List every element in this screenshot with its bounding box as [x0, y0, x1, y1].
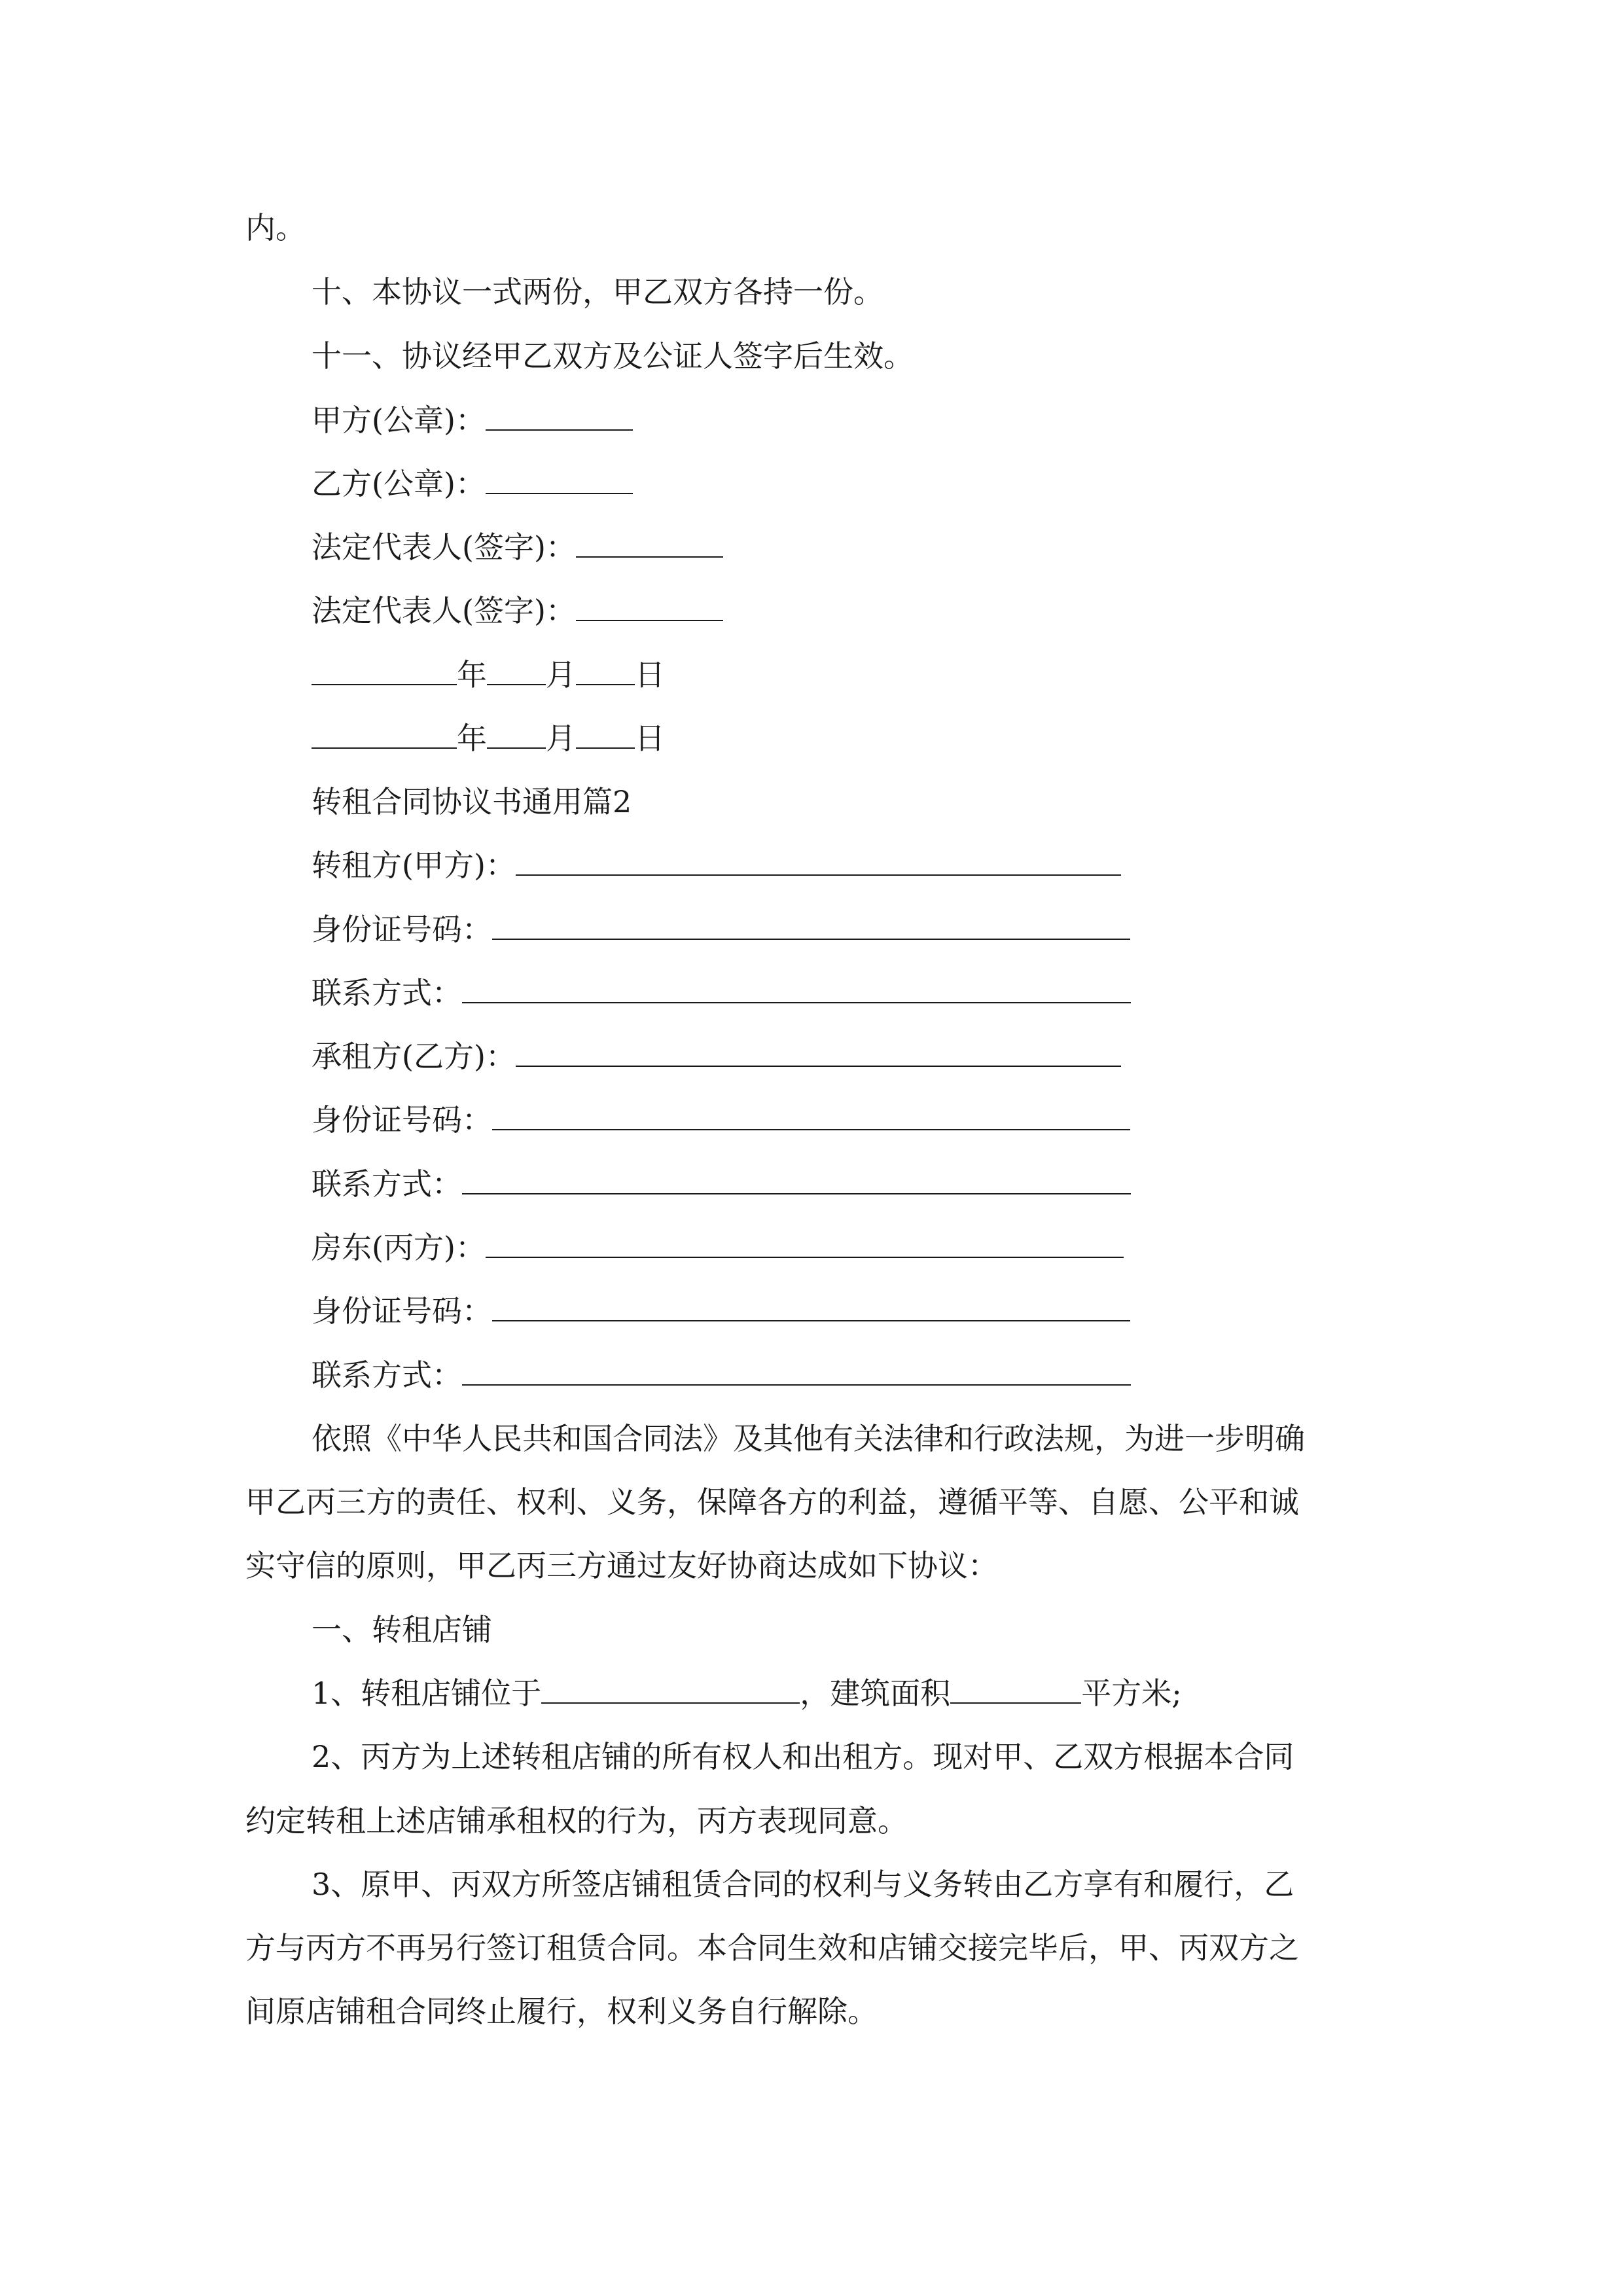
landlord-line — [312, 1228, 1124, 1267]
party-b-seal-label: 乙方(公章)： — [312, 466, 486, 501]
fill-blank — [486, 1230, 1124, 1258]
clause-three-line: 3、原甲、丙双方所签店铺租赁合同的权利与义务转由乙方享有和履行，乙 — [312, 1867, 1294, 1902]
clause-ten: 十、本协议一式两份，甲乙双方各持一份。 — [312, 274, 883, 310]
clause-one-text: 1、转租店铺位于 — [312, 1676, 542, 1711]
contact-line — [312, 973, 1131, 1013]
id-number-label: 身份证号码： — [312, 1102, 492, 1138]
section-title: 转租合同协议书通用篇2 — [312, 784, 632, 819]
clause-three-line: 间原店铺租合同终止履行，权利义务自行解除。 — [245, 1994, 878, 2029]
clause-one-text: 平方米; — [1081, 1676, 1182, 1711]
id-number-line — [312, 1291, 1130, 1331]
clause-one-text: ，建筑面积 — [800, 1676, 951, 1711]
date-line-1 — [312, 655, 665, 694]
id-number-label: 身份证号码： — [312, 912, 492, 947]
year-label: 年 — [457, 721, 487, 756]
clause-one — [312, 1674, 1182, 1713]
legal-rep-label: 法定代表人(签字)： — [312, 593, 576, 628]
day-blank — [576, 721, 635, 749]
year-blank — [312, 721, 457, 749]
fill-blank — [462, 976, 1131, 1003]
day-blank — [576, 658, 635, 685]
fill-blank — [492, 912, 1130, 940]
month-label: 月 — [546, 721, 576, 756]
legal-rep-line-2 — [312, 591, 723, 630]
lessee-label: 承租方(乙方)： — [312, 1039, 516, 1074]
signature-blank — [486, 467, 633, 494]
fill-blank — [492, 1103, 1130, 1130]
landlord-label: 房东(丙方)： — [312, 1230, 486, 1265]
preamble-line: 依照《中华人民共和国合同法》及其他有关法律和行政法规，为进一步明确 — [312, 1421, 1305, 1456]
year-label: 年 — [457, 657, 487, 692]
month-label: 月 — [546, 657, 576, 692]
fill-blank — [516, 848, 1121, 876]
date-line-2 — [312, 719, 665, 758]
sublessor-line — [312, 846, 1121, 885]
text-line: 内。 — [245, 210, 306, 245]
signature-blank — [576, 594, 723, 621]
signature-blank — [486, 403, 633, 431]
year-blank — [312, 658, 457, 685]
id-number-label: 身份证号码： — [312, 1293, 492, 1329]
clause-two-line: 约定转租上述店铺承租权的行为，丙方表现同意。 — [245, 1803, 908, 1839]
clause-two-line: 2、丙方为上述转租店铺的所有权人和出租方。现对甲、乙双方根据本合同 — [312, 1739, 1294, 1774]
party-a-seal-label: 甲方(公章)： — [312, 403, 486, 438]
article-title: 一、转租店铺 — [312, 1612, 492, 1647]
fill-blank — [492, 1294, 1130, 1321]
fill-blank — [462, 1358, 1131, 1386]
location-blank — [541, 1676, 800, 1704]
legal-rep-line-1 — [312, 528, 723, 567]
day-label: 日 — [635, 721, 665, 756]
contact-label: 联系方式： — [312, 975, 462, 1011]
signature-blank — [576, 530, 723, 558]
lessee-line — [312, 1037, 1121, 1076]
clause-three-line: 方与丙方不再另行签订租赁合同。本合同生效和店铺交接完毕后，甲、丙双方之 — [245, 1930, 1299, 1965]
party-b-seal-line — [312, 464, 633, 503]
preamble-line: 甲乙丙三方的责任、权利、义务，保障各方的利益，遵循平等、自愿、公平和诚 — [245, 1484, 1299, 1520]
fill-blank — [516, 1039, 1121, 1067]
id-number-line — [312, 910, 1130, 949]
clause-eleven: 十一、协议经甲乙双方及公证人签字后生效。 — [312, 338, 914, 374]
contact-line — [312, 1164, 1131, 1204]
legal-rep-label: 法定代表人(签字)： — [312, 529, 576, 565]
party-a-seal-line — [312, 401, 633, 440]
contact-label: 联系方式： — [312, 1166, 462, 1202]
contact-line — [312, 1355, 1131, 1395]
month-blank — [487, 658, 546, 685]
contact-label: 联系方式： — [312, 1357, 462, 1393]
fill-blank — [462, 1167, 1131, 1194]
area-blank — [950, 1676, 1081, 1704]
sublessor-label: 转租方(甲方)： — [312, 848, 516, 883]
preamble-line: 实守信的原则，甲乙丙三方通过友好协商达成如下协议： — [245, 1548, 998, 1583]
month-blank — [487, 721, 546, 749]
id-number-line — [312, 1100, 1130, 1139]
day-label: 日 — [635, 657, 665, 692]
